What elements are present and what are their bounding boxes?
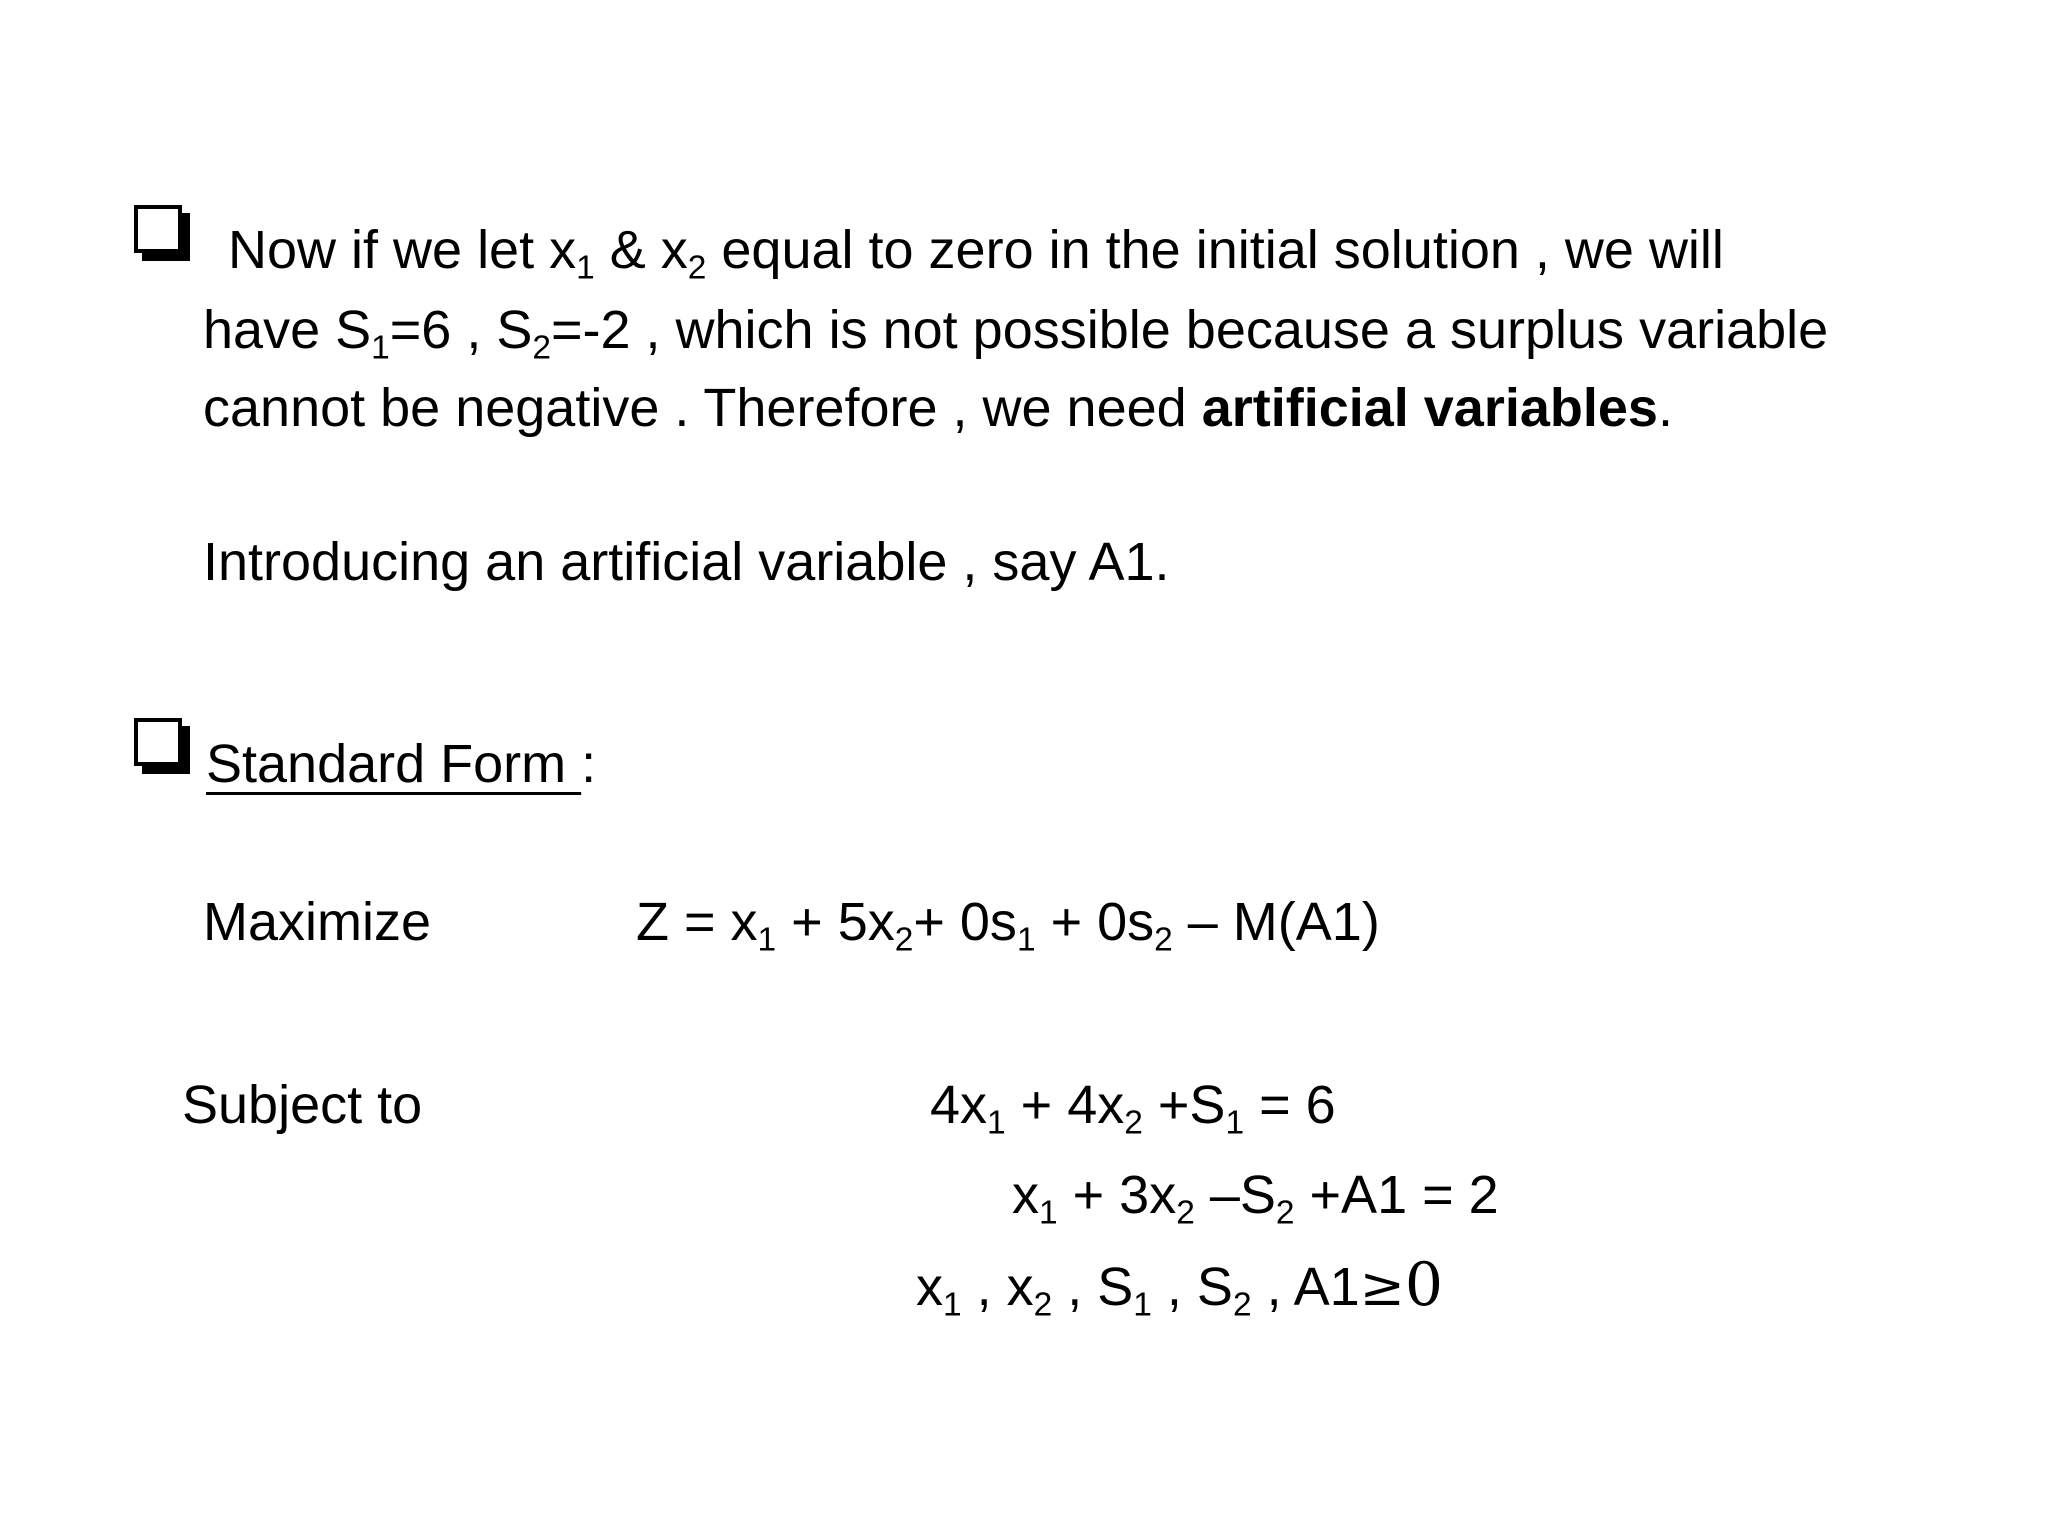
non-negativity-constraint: $x_1$ , $x_2$ , $S_1$ , $S_2$ , A1≥0 [916, 1250, 1444, 1324]
geq-symbol: ≥ [1359, 1255, 1405, 1318]
maximize-label: Maximize [203, 892, 432, 952]
checkbox-bullet-icon [134, 205, 182, 253]
paragraph-line-2: have $S_1=6$ , $S_2=-2$ , which is not possible because a surplus variable [203, 300, 1829, 367]
constraint-1: $4x_1 + 4x_2 +S_1 = 6$ [930, 1075, 1336, 1142]
introducing-line: Introducing an artificial variable , say A1. [203, 532, 1170, 592]
objective-function: $Z = x_1 + 5x_2+ 0s_1 + 0s_2 - M(A1)$ [636, 892, 1380, 959]
constraint-2: $x_1 + 3x_2$ $-S_2 +A1 = 2$ [1012, 1165, 1499, 1232]
checkbox-bullet-icon [134, 718, 182, 766]
standard-form-heading: Standard Form : [206, 734, 597, 794]
paragraph-line-1: Now if we let $x_1$ & $x_2$ equal to zero in the initial solution , we will [228, 220, 1724, 287]
emphasis-text: artificial variables [1201, 378, 1658, 438]
subject-to-label: Subject to [182, 1075, 423, 1135]
paragraph-line-3: cannot be negative . Therefore , we need artificial variables. [203, 378, 1673, 438]
